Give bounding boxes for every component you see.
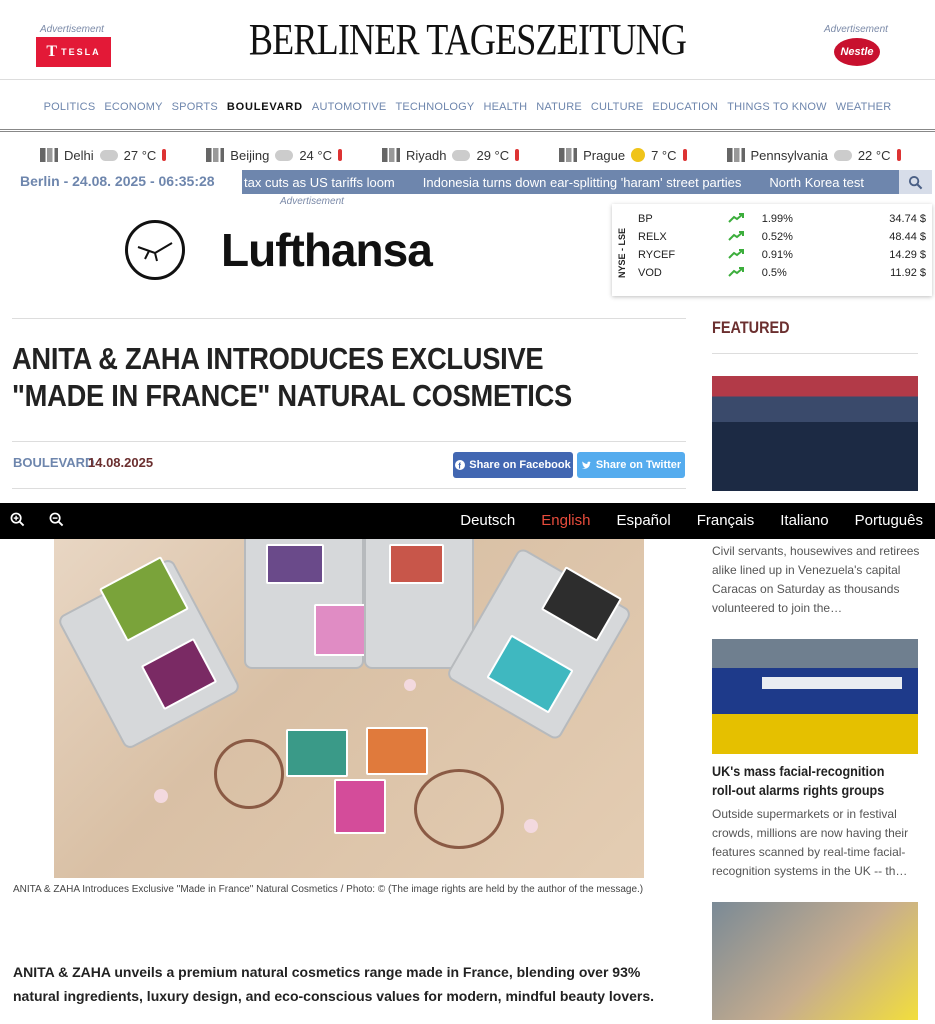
featured-image[interactable] (712, 639, 918, 754)
ad-label-left: Advertisement (40, 24, 104, 35)
cloud-icon (100, 150, 118, 161)
stock-symbol: VOD (638, 267, 662, 279)
weather-city: Beijing (230, 147, 270, 163)
article-lead: ANITA & ZAHA unveils a premium natural cosmetics range made in France, blending over 93% natural ingredients, luxury design, and eco-conscious values for modern, mindful beauty lovers. (13, 964, 655, 1004)
ticker-item[interactable]: North Korea test (769, 174, 864, 190)
nav-item-technology[interactable]: TECHNOLOGY (395, 100, 475, 113)
language-option-3[interactable]: Français (696, 512, 755, 529)
featured-image[interactable] (712, 902, 918, 1020)
featured-title: FEATURED (712, 318, 790, 337)
product-box (334, 779, 386, 834)
weather-item (40, 148, 166, 163)
masthead (0, 0, 935, 80)
photo-caption: ANITA & ZAHA Introduces Exclusive "Made in France" Natural Cosmetics / Photo: © (The image rights are held by the author of the message.) (13, 884, 644, 895)
weather-item (382, 148, 519, 163)
thermometer-icon (683, 149, 687, 161)
ad-label-right: Advertisement (824, 24, 888, 35)
city-icon (727, 148, 745, 162)
thermometer-icon (338, 149, 342, 161)
main-nav (0, 84, 935, 132)
weather-strip (0, 142, 935, 168)
stock-price: 14.29 $ (889, 249, 926, 261)
stock-row[interactable] (638, 210, 926, 228)
featured-image[interactable] (712, 376, 918, 491)
tesla-ad[interactable]: T TESLA (36, 37, 111, 67)
language-option-4[interactable]: Italiano (780, 512, 829, 529)
trend-up-icon (728, 228, 762, 246)
nav-item-culture[interactable]: CULTURE (590, 100, 644, 113)
divider (712, 353, 918, 354)
search-icon (908, 175, 923, 190)
article-photo[interactable] (54, 539, 644, 878)
stock-change: 0.5% (761, 267, 787, 279)
stock-symbol: RELX (638, 231, 667, 243)
city-icon (206, 148, 224, 162)
zoom-in-icon[interactable] (10, 512, 25, 530)
nav-item-nature[interactable]: NATURE (536, 100, 582, 113)
clock: Berlin - 24.08. 2025 - 06:35:28 (20, 173, 215, 189)
city-icon (382, 148, 400, 162)
share-facebook-label: Share on Facebook (469, 459, 571, 471)
product-box (266, 544, 324, 584)
weather-item (559, 148, 686, 163)
lufthansa-brand: Lufthansa (221, 224, 432, 276)
language-option-0[interactable]: Deutsch (460, 512, 516, 529)
language-option-2[interactable]: Español (616, 512, 671, 529)
stock-price: 11.92 $ (890, 267, 926, 279)
weather-temp: 29 °C (476, 147, 510, 163)
thermometer-icon (515, 149, 519, 161)
weather-item (727, 148, 901, 163)
language-list (460, 512, 923, 529)
share-twitter-button[interactable] (577, 452, 685, 478)
product-box (286, 729, 348, 777)
svg-text:f: f (458, 461, 462, 470)
search-button[interactable] (899, 170, 932, 194)
nav-item-weather[interactable]: WEATHER (835, 100, 892, 113)
nav-item-boulevard[interactable]: BOULEVARD (226, 100, 303, 113)
thermometer-icon (162, 149, 166, 161)
blossom-branch (414, 769, 504, 849)
trend-up-icon (728, 210, 762, 228)
divider (12, 318, 686, 319)
product-box (389, 544, 444, 584)
nav-item-education[interactable]: EDUCATION (652, 100, 719, 113)
blossom (524, 819, 538, 833)
weather-item (206, 148, 342, 163)
blossom (404, 679, 416, 691)
weather-city: Prague (583, 147, 626, 163)
featured-summary[interactable]: Civil servants, housewives and retirees alike lined up in Venezuela's capital Caracas on Saturday as thousands volunteered to join the… (712, 544, 920, 615)
divider (12, 441, 686, 442)
zoom-out-icon[interactable] (49, 512, 64, 530)
stock-row[interactable] (638, 246, 926, 264)
share-twitter-label: Share on Twitter (595, 459, 682, 471)
cloud-icon (452, 150, 470, 161)
divider (12, 488, 686, 489)
weather-temp: 27 °C (123, 147, 157, 163)
cloud-icon (275, 150, 293, 161)
weather-temp: 7 °C (651, 147, 677, 163)
city-icon (40, 148, 58, 162)
stock-row[interactable] (638, 264, 926, 282)
featured-headline[interactable]: UK's mass facial-recognition roll-out alarms rights groups (712, 763, 885, 798)
stock-change: 0.91% (761, 249, 793, 261)
twitter-icon (581, 461, 592, 470)
moon-icon (631, 148, 645, 162)
exchange-label: NYSE - LSE (617, 227, 628, 279)
van-sign (762, 677, 902, 689)
trend-up-icon (728, 246, 762, 264)
ticker-bar (0, 170, 935, 194)
cloud-icon (834, 150, 852, 161)
language-option-1[interactable]: English (541, 512, 591, 529)
ticker-item[interactable]: Indonesia turns down ear-splitting 'haram' street parties (422, 174, 742, 190)
ad-label-mid: Advertisement (280, 196, 344, 207)
nav-item-sports[interactable]: SPORTS (171, 100, 218, 113)
featured-summary[interactable]: Outside supermarkets or in festival crowds, millions are now having their features scanned by real-time facial-recognition systems in the UK -- th… (712, 807, 909, 878)
tesla-brand: TESLA (61, 47, 101, 57)
site-title[interactable]: BERLINER TAGESZEITUNG (248, 15, 687, 64)
stock-price: 34.74 $ (889, 213, 926, 225)
stock-row[interactable] (638, 228, 926, 246)
language-option-5[interactable]: Português (854, 512, 923, 529)
trend-up-icon (728, 264, 762, 282)
nav-item-things-to-know[interactable]: THINGS TO KNOW (727, 100, 827, 113)
category-link[interactable]: BOULEVARD (13, 455, 95, 470)
city-icon (559, 148, 577, 162)
stock-change: 1.99% (761, 213, 793, 225)
article-date: 14.08.2025 (88, 455, 154, 470)
lufthansa-ad[interactable] (125, 218, 475, 282)
thermometer-icon (897, 149, 901, 161)
nav-item-automotive[interactable]: AUTOMOTIVE (311, 100, 387, 113)
crane-icon (125, 220, 185, 280)
stock-widget (612, 204, 932, 296)
stock-change: 0.52% (761, 231, 793, 243)
stock-symbol: BP (638, 213, 653, 225)
weather-temp: 22 °C (857, 147, 891, 163)
stock-symbol: RYCEF (638, 249, 676, 261)
news-ticker[interactable] (242, 170, 899, 194)
language-bar (0, 503, 935, 539)
blossom (154, 789, 168, 803)
weather-city: Pennsylvania (750, 147, 828, 163)
nestle-ad[interactable]: Nestle (834, 38, 880, 66)
product-box (366, 727, 428, 775)
stock-price: 48.44 $ (889, 231, 926, 243)
nav-item-politics[interactable]: POLITICS (43, 100, 96, 113)
weather-temp: 24 °C (299, 147, 332, 163)
share-facebook-button[interactable] (453, 452, 573, 478)
blossom-branch (214, 739, 284, 809)
weather-city: Delhi (64, 147, 94, 163)
stock-table (638, 210, 926, 282)
article-headline: ANITA & ZAHA INTRODUCES EXCLUSIVE "MADE IN FRANCE" NATURAL COSMETICS (12, 341, 572, 413)
nav-item-economy[interactable]: ECONOMY (104, 100, 163, 113)
weather-city: Riyadh (406, 147, 447, 163)
nav-item-health[interactable]: HEALTH (483, 100, 528, 113)
facebook-icon (455, 460, 465, 470)
ticker-item[interactable]: tax cuts as US tariffs loom (244, 174, 395, 190)
